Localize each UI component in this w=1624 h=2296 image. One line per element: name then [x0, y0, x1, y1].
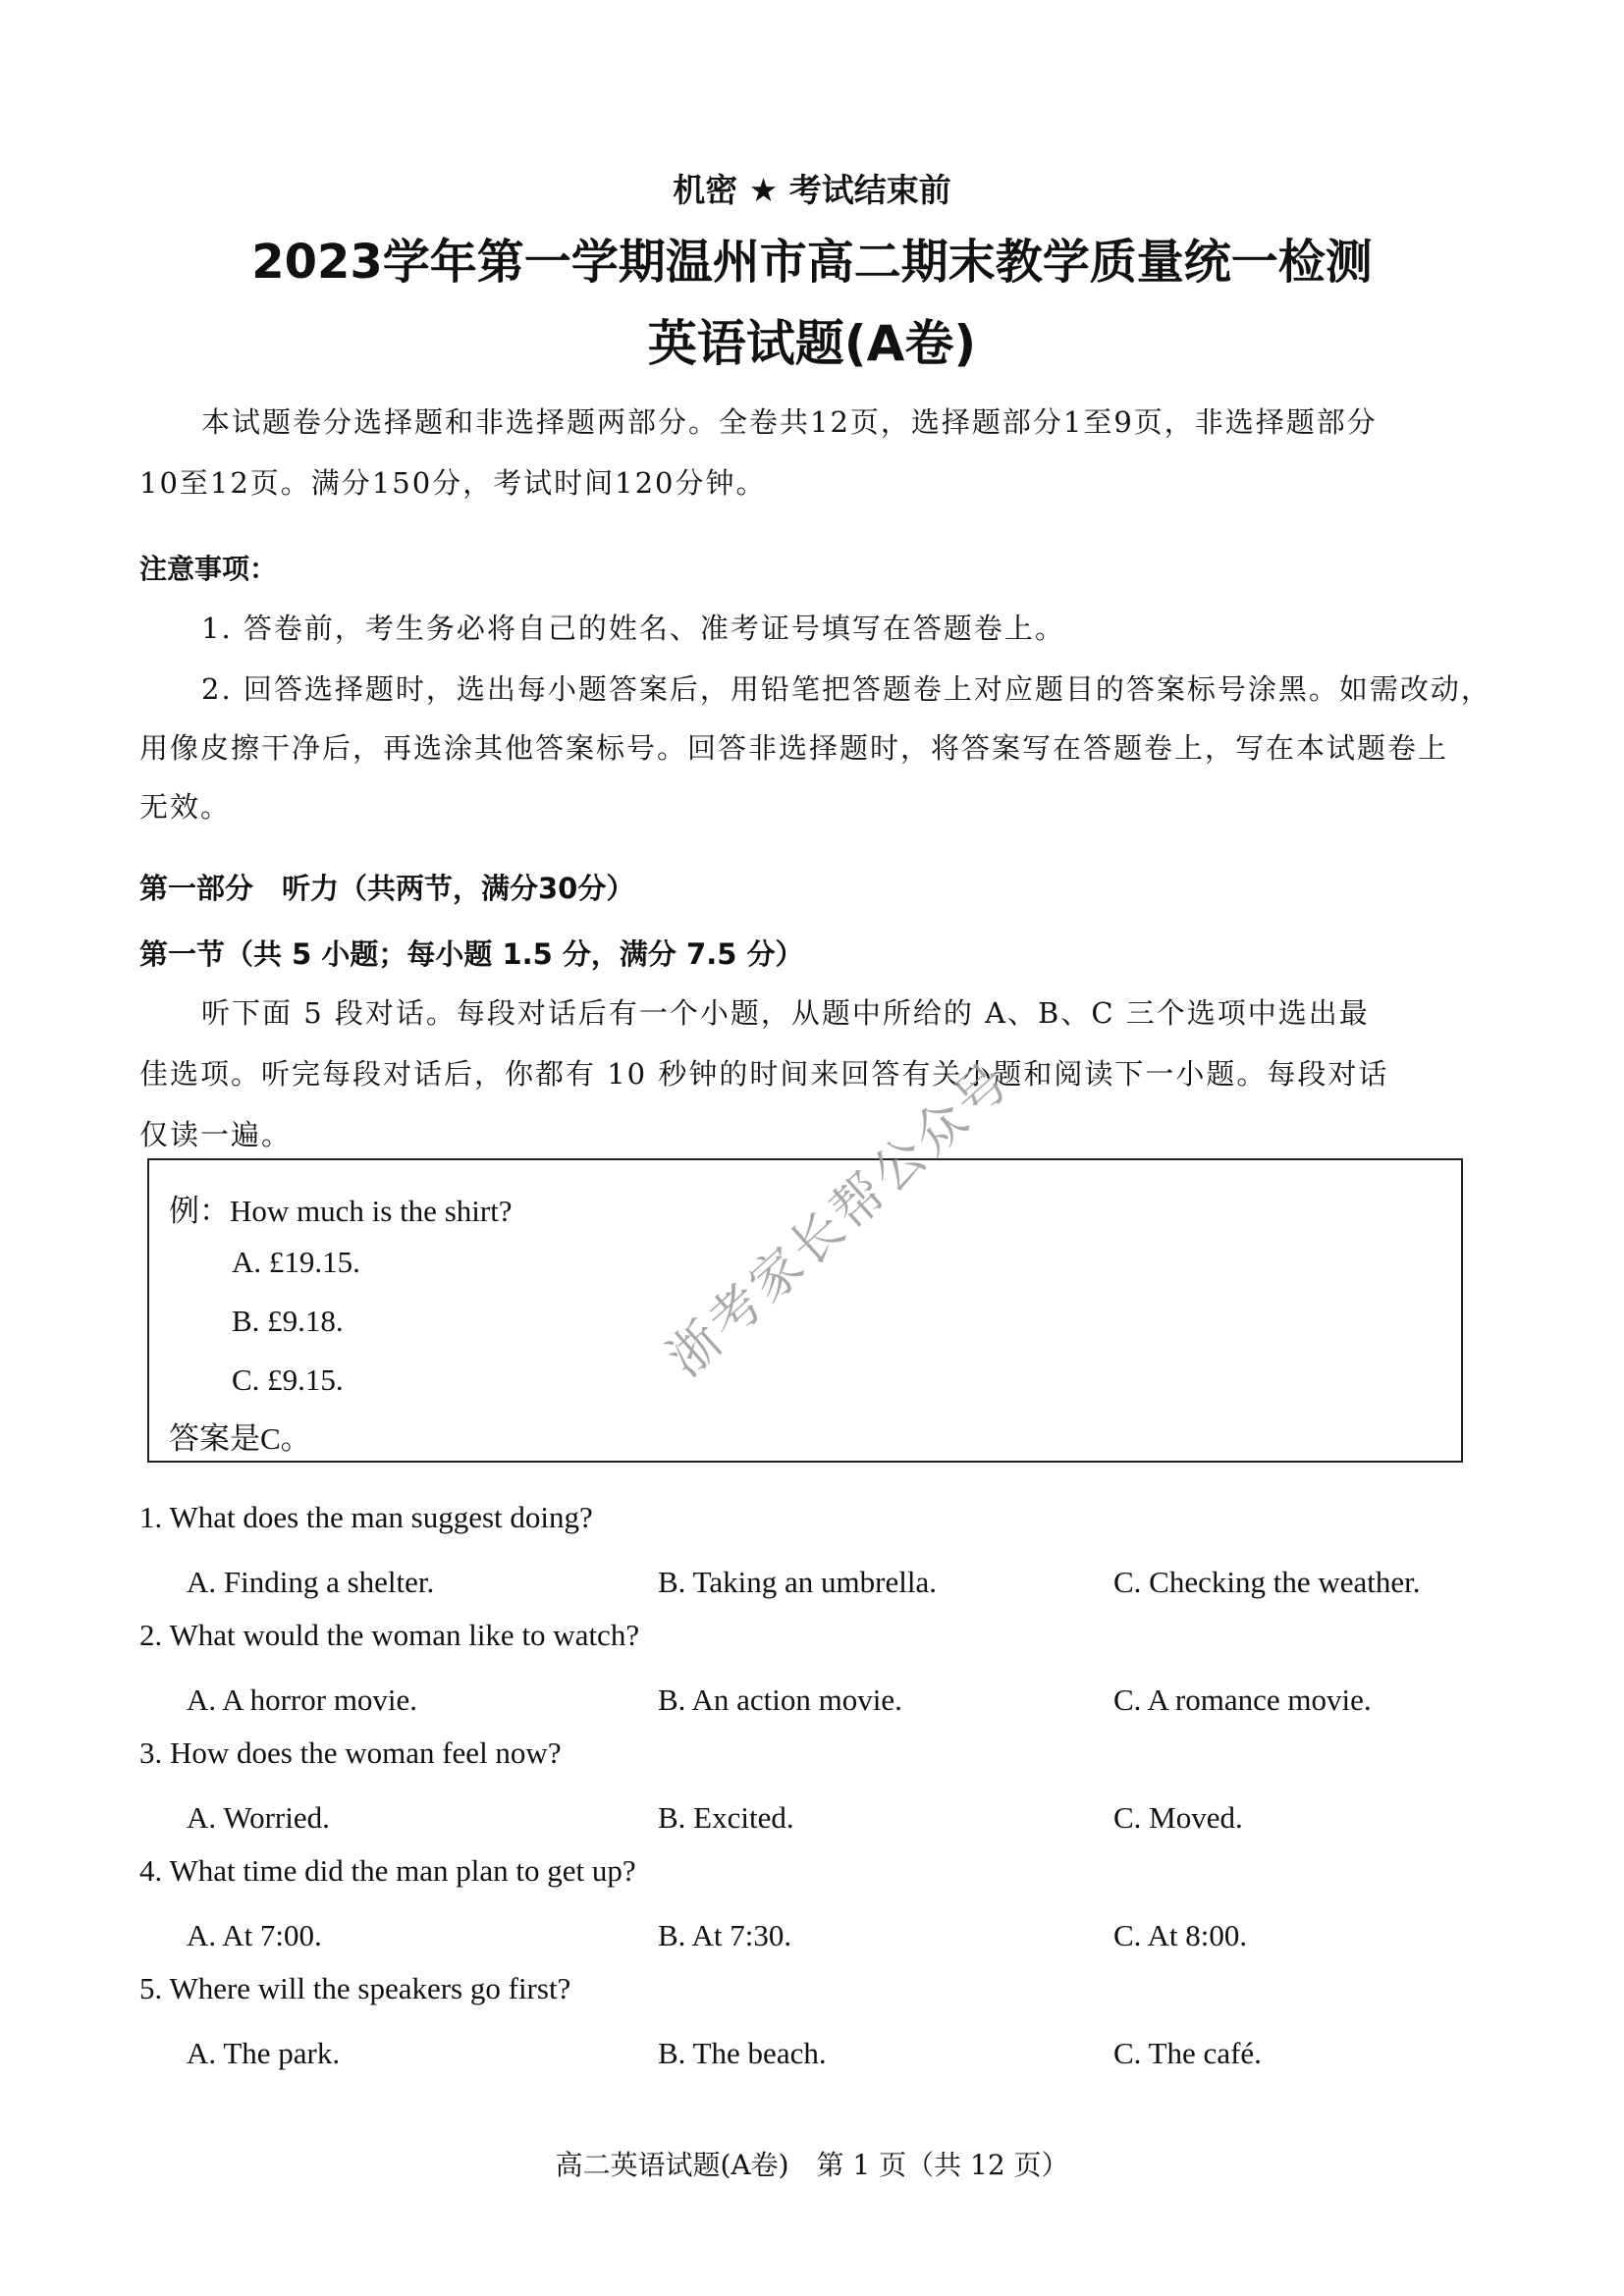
question-1-option-a: A. Finding a shelter. — [187, 1565, 435, 1599]
question-2: 2. What would the woman like to watch? — [139, 1618, 640, 1652]
confidential-label: 机密 ★ 考试结束前 — [673, 171, 951, 209]
intro-line-2: 10至12页。满分150分，考试时间120分钟。 — [139, 466, 767, 500]
question-5-option-b: B. The beach. — [658, 2036, 827, 2070]
example-answer: 答案是C。 — [169, 1421, 311, 1456]
example-option-a: A. £19.15. — [232, 1245, 360, 1279]
question-5-option-c: C. The café. — [1113, 2036, 1262, 2070]
question-5-option-a: A. The park. — [187, 2036, 341, 2070]
question-2-option-b: B. An action movie. — [658, 1682, 902, 1717]
question-1: 1. What does the man suggest doing? — [139, 1500, 593, 1534]
section1-heading: 第一节（共 5 小题；每小题 1.5 分，满分 7.5 分） — [139, 937, 804, 971]
question-4-option-a: A. At 7:00. — [187, 1918, 322, 1952]
notes-heading: 注意事项： — [139, 553, 278, 585]
page-footer: 高二英语试题(A卷) 第 1 页（共 12 页） — [555, 2149, 1069, 2181]
exam-subtitle: 英语试题(A卷) — [647, 315, 977, 372]
example-option-b: B. £9.18. — [232, 1304, 344, 1338]
instructions-line-1: 听下面 5 段对话。每段对话后有一个小题，从题中所给的 A、B、C 三个选项中选出最 — [201, 996, 1370, 1030]
notes-item-2-line-2: 用像皮擦干净后，再选涂其他答案标号。回答非选择题时，将答案写在答题卷上，写在本试题卷上 — [139, 731, 1449, 765]
instructions-line-3: 仅读一遍。 — [139, 1118, 293, 1151]
watermark-text: 浙考家长帮公众号 — [656, 1049, 1023, 1389]
question-3-option-c: C. Moved. — [1113, 1800, 1243, 1835]
question-2-option-a: A. A horror movie. — [187, 1682, 418, 1717]
question-3-option-b: B. Excited. — [658, 1800, 794, 1835]
question-2-option-c: C. A romance movie. — [1113, 1682, 1372, 1717]
notes-item-2-line-1: 2. 回答选择题时，选出每小题答案后，用铅笔把答题卷上对应题目的答案标号涂黑。如需改动， — [201, 672, 1491, 706]
question-4: 4. What time did the man plan to get up? — [139, 1853, 636, 1888]
part1-heading: 第一部分 听力（共两节，满分30分） — [139, 872, 635, 905]
notes-item-2-line-3: 无效。 — [139, 790, 232, 824]
notes-item-1: 1. 答卷前，考生务必将自己的姓名、准考证号填写在答题卷上。 — [201, 612, 1065, 645]
example-option-c: C. £9.15. — [232, 1362, 344, 1397]
question-4-option-b: B. At 7:30. — [658, 1918, 792, 1952]
question-5: 5. Where will the speakers go first? — [139, 1971, 571, 2005]
question-3-option-a: A. Worried. — [187, 1800, 330, 1835]
question-4-option-c: C. At 8:00. — [1113, 1918, 1248, 1952]
question-3: 3. How does the woman feel now? — [139, 1735, 562, 1770]
intro-line-1: 本试题卷分选择题和非选择题两部分。全卷共12页，选择题部分1至9页，非选择题部分 — [201, 405, 1378, 439]
example-question: 例：How much is the shirt? — [169, 1194, 513, 1228]
exam-title: 2023学年第一学期温州市高二期末教学质量统一检测 — [251, 235, 1373, 290]
question-1-option-c: C. Checking the weather. — [1113, 1565, 1421, 1599]
instructions-line-2: 佳选项。听完每段对话后，你都有 10 秒钟的时间来回答有关小题和阅读下一小题。每段对话 — [139, 1057, 1389, 1091]
question-1-option-b: B. Taking an umbrella. — [658, 1565, 937, 1599]
